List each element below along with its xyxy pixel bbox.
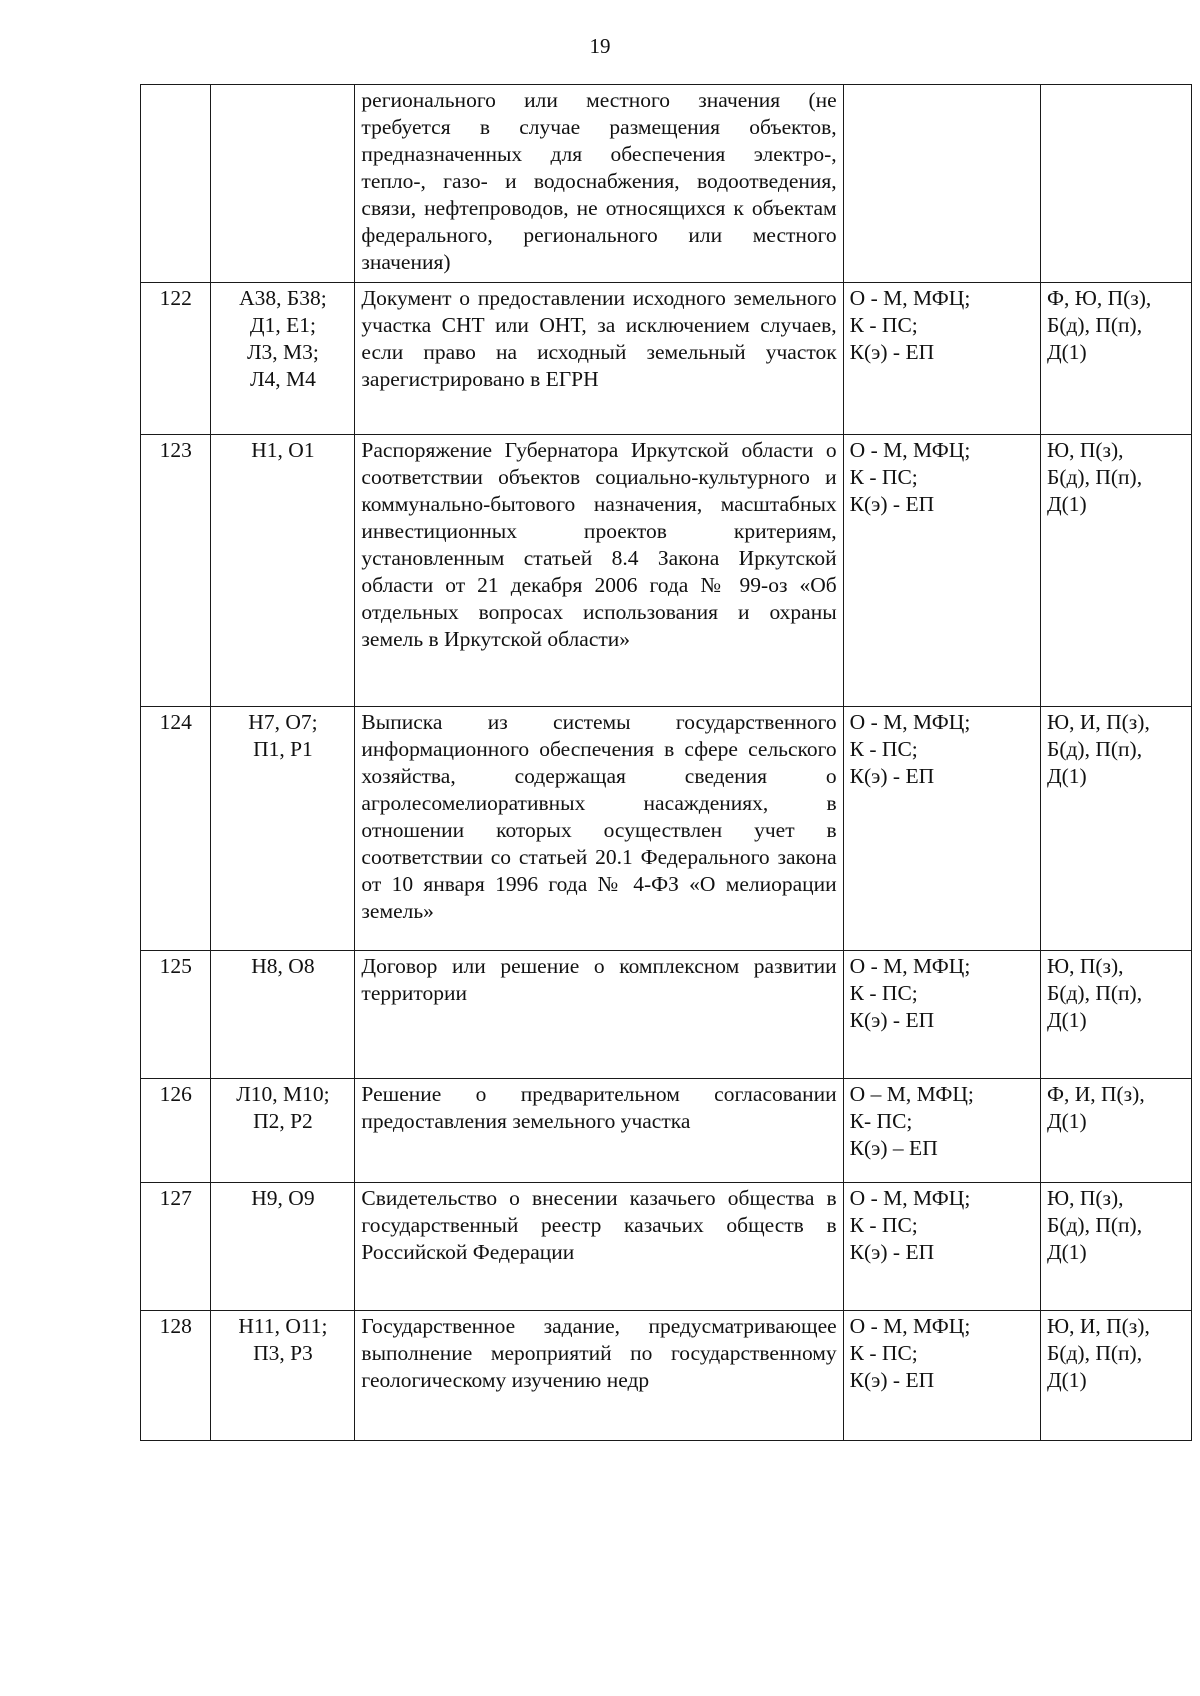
- method-cell: О - М, МФЦ; К - ПС; К(э) - ЕП: [843, 435, 1040, 707]
- table-row: [141, 707, 1192, 951]
- documents-table: [140, 84, 1192, 1441]
- row-number-cell: [141, 85, 211, 283]
- row-number-cell: 122: [141, 283, 211, 435]
- document-cell: [355, 283, 843, 435]
- document-text: Свидетельство о внесении казачьего общества в государственный реестр казачьих обществ в Российской Федерации: [361, 1186, 837, 1264]
- row-number-cell: 124: [141, 707, 211, 951]
- table-row: [141, 1079, 1192, 1183]
- method-cell: О - М, МФЦ; К - ПС; К(э) - ЕП: [843, 1183, 1040, 1311]
- document-cell: [355, 1311, 843, 1441]
- subjects-cell: Ю, И, П(з), Б(д), П(п), Д(1): [1040, 1311, 1191, 1441]
- table-row: [141, 951, 1192, 1079]
- row-number-cell: 128: [141, 1311, 211, 1441]
- table-row: [141, 283, 1192, 435]
- codes-cell: [211, 85, 355, 283]
- document-text: регионального или местного значения (не требуется в случае размещения объектов, предназначенных для обеспечения электро-, тепло-, газо- и водоснабжения, водоотведения, связи, нефтепроводов, не относящихся к объектам федерального, регионального или местного значения): [361, 88, 837, 274]
- subjects-cell: Ф, Ю, П(з), Б(д), П(п), Д(1): [1040, 283, 1191, 435]
- document-text: Решение о предварительном согласовании предоставления земельного участка: [361, 1082, 837, 1133]
- method-cell: [843, 85, 1040, 283]
- subjects-cell: [1040, 85, 1191, 283]
- codes-cell: А38, Б38; Д1, Е1; Л3, М3; Л4, М4: [211, 283, 355, 435]
- codes-cell: Л10, М10; П2, Р2: [211, 1079, 355, 1183]
- document-text: Государственное задание, предусматривающее выполнение мероприятий по государственному геологическому изучению недр: [361, 1314, 837, 1392]
- table-row: [141, 1183, 1192, 1311]
- codes-cell: Н1, О1: [211, 435, 355, 707]
- document-cell: [355, 1183, 843, 1311]
- document-cell: [355, 707, 843, 951]
- page-number: 19: [589, 34, 611, 58]
- document-cell: [355, 435, 843, 707]
- method-cell: О - М, МФЦ; К - ПС; К(э) - ЕП: [843, 707, 1040, 951]
- document-text: Договор или решение о комплексном развитии территории: [361, 954, 837, 1005]
- subjects-cell: Ю, П(з), Б(д), П(п), Д(1): [1040, 1183, 1191, 1311]
- row-number-cell: 125: [141, 951, 211, 1079]
- codes-cell: Н9, О9: [211, 1183, 355, 1311]
- row-number-cell: 126: [141, 1079, 211, 1183]
- method-cell: О – М, МФЦ; К- ПС; К(э) – ЕП: [843, 1079, 1040, 1183]
- codes-cell: Н8, О8: [211, 951, 355, 1079]
- subjects-cell: Ф, И, П(з), Д(1): [1040, 1079, 1191, 1183]
- subjects-cell: Ю, И, П(з), Б(д), П(п), Д(1): [1040, 707, 1191, 951]
- document-cell: [355, 951, 843, 1079]
- row-number-cell: 123: [141, 435, 211, 707]
- document-cell: [355, 1079, 843, 1183]
- codes-cell: Н11, О11; П3, Р3: [211, 1311, 355, 1441]
- table-row: [141, 1311, 1192, 1441]
- method-cell: О - М, МФЦ; К - ПС; К(э) - ЕП: [843, 283, 1040, 435]
- document-text: Выписка из системы государственного информационного обеспечения в сфере сельского хозяйства, содержащая сведения о агролесомелиоративных насаждениях, в отношении которых осуществлен учет в соответствии со статьей 20.1 Федерального закона от 10 января 1996 года № 4-ФЗ «О мелиорации земель»: [361, 710, 837, 923]
- subjects-cell: Ю, П(з), Б(д), П(п), Д(1): [1040, 951, 1191, 1079]
- document-text: Документ о предоставлении исходного земельного участка СНТ или ОНТ, за исключением случаев, если право на исходный земельный участок зарегистрировано в ЕГРН: [361, 286, 837, 391]
- document-cell: [355, 85, 843, 283]
- document-text: Распоряжение Губернатора Иркутской области о соответствии объектов социально-культурного и коммунально-бытового назначения, масштабных инвестиционных проектов критериям, установленным статьей 8.4 Закона Иркутской области от 21 декабря 2006 года № 99-оз «Об отдельных вопросах использования и охраны земель в Иркутской области»: [361, 438, 837, 651]
- row-number-cell: 127: [141, 1183, 211, 1311]
- method-cell: О - М, МФЦ; К - ПС; К(э) - ЕП: [843, 951, 1040, 1079]
- method-cell: О - М, МФЦ; К - ПС; К(э) - ЕП: [843, 1311, 1040, 1441]
- table-row: [141, 435, 1192, 707]
- subjects-cell: Ю, П(з), Б(д), П(п), Д(1): [1040, 435, 1191, 707]
- codes-cell: Н7, О7; П1, Р1: [211, 707, 355, 951]
- table-row: [141, 85, 1192, 283]
